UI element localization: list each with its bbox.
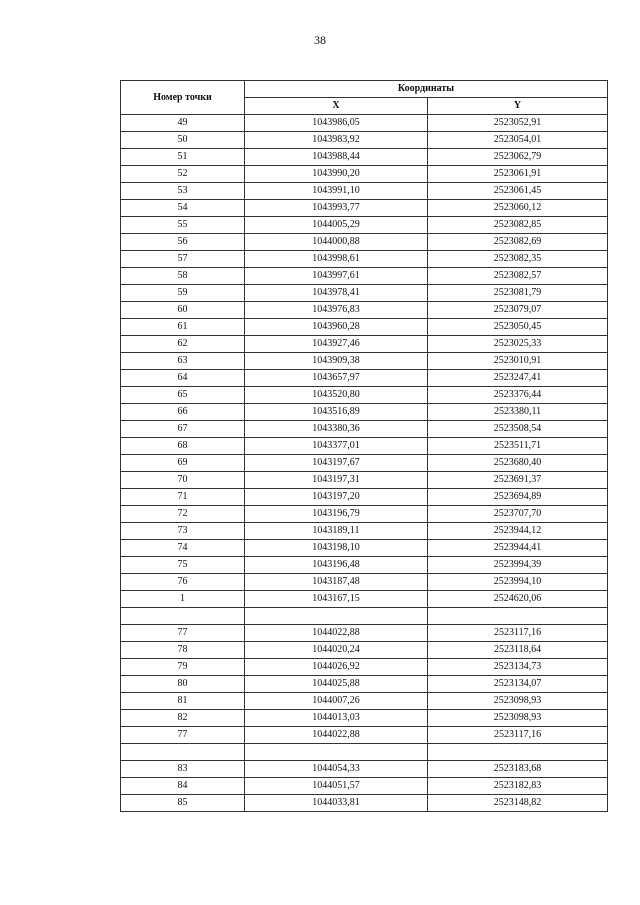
y-coordinate-cell: 2523183,68 <box>428 761 608 778</box>
point-number-cell: 82 <box>121 710 245 727</box>
x-coordinate-cell: 1043988,44 <box>245 149 428 166</box>
y-coordinate-cell: 2523098,93 <box>428 693 608 710</box>
x-coordinate-cell: 1044005,29 <box>245 217 428 234</box>
point-number-cell: 64 <box>121 370 245 387</box>
y-coordinate-cell: 2523050,45 <box>428 319 608 336</box>
point-number-cell: 53 <box>121 183 245 200</box>
x-coordinate-cell: 1043197,67 <box>245 455 428 472</box>
point-number-cell: 77 <box>121 625 245 642</box>
y-coordinate-cell: 2523508,54 <box>428 421 608 438</box>
point-number-cell <box>121 744 245 761</box>
x-coordinate-cell: 1044054,33 <box>245 761 428 778</box>
table-row <box>121 506 608 523</box>
point-number-cell: 65 <box>121 387 245 404</box>
y-coordinate-cell: 2524620,06 <box>428 591 608 608</box>
table-row <box>121 115 608 132</box>
x-coordinate-cell <box>245 744 428 761</box>
point-number-cell: 52 <box>121 166 245 183</box>
table-row <box>121 217 608 234</box>
table-row <box>121 251 608 268</box>
y-coordinate-cell: 2523680,40 <box>428 455 608 472</box>
point-number-cell: 56 <box>121 234 245 251</box>
point-number-cell: 63 <box>121 353 245 370</box>
table-row <box>121 353 608 370</box>
y-coordinate-cell: 2523380,11 <box>428 404 608 421</box>
table-row <box>121 574 608 591</box>
y-coordinate-cell: 2523376,44 <box>428 387 608 404</box>
x-coordinate-cell: 1043197,20 <box>245 489 428 506</box>
table-row <box>121 132 608 149</box>
table-row <box>121 370 608 387</box>
x-coordinate-cell <box>245 608 428 625</box>
y-coordinate-cell: 2523944,41 <box>428 540 608 557</box>
point-number-cell: 50 <box>121 132 245 149</box>
point-number-cell: 81 <box>121 693 245 710</box>
x-coordinate-cell: 1043516,89 <box>245 404 428 421</box>
point-number-cell: 69 <box>121 455 245 472</box>
table-row <box>121 421 608 438</box>
table-row <box>121 608 608 625</box>
x-coordinate-cell: 1043198,10 <box>245 540 428 557</box>
point-number-cell: 60 <box>121 302 245 319</box>
table-row <box>121 710 608 727</box>
table-row <box>121 183 608 200</box>
y-coordinate-cell: 2523025,33 <box>428 336 608 353</box>
x-coordinate-cell: 1043976,83 <box>245 302 428 319</box>
y-coordinate-cell: 2523511,71 <box>428 438 608 455</box>
point-number-cell: 66 <box>121 404 245 421</box>
table-row <box>121 285 608 302</box>
coordinates-table <box>120 80 608 812</box>
point-number-cell: 70 <box>121 472 245 489</box>
table-row <box>121 234 608 251</box>
x-coordinate-cell: 1043927,46 <box>245 336 428 353</box>
y-coordinate-cell: 2523060,12 <box>428 200 608 217</box>
table-row <box>121 676 608 693</box>
y-coordinate-cell: 2523079,07 <box>428 302 608 319</box>
x-coordinate-cell: 1043187,48 <box>245 574 428 591</box>
header-coordinates: Координаты <box>245 81 608 98</box>
table-row <box>121 557 608 574</box>
table-row <box>121 727 608 744</box>
point-number-cell: 72 <box>121 506 245 523</box>
point-number-cell: 55 <box>121 217 245 234</box>
table-row <box>121 625 608 642</box>
table-row <box>121 591 608 608</box>
y-coordinate-cell: 2523054,01 <box>428 132 608 149</box>
y-coordinate-cell: 2523052,91 <box>428 115 608 132</box>
point-number-cell: 83 <box>121 761 245 778</box>
point-number-cell: 67 <box>121 421 245 438</box>
y-coordinate-cell: 2523694,89 <box>428 489 608 506</box>
table-row <box>121 404 608 421</box>
x-coordinate-cell: 1043196,48 <box>245 557 428 574</box>
page-number: 38 <box>314 33 326 47</box>
table-row <box>121 302 608 319</box>
y-coordinate-cell: 2523062,79 <box>428 149 608 166</box>
point-number-cell: 62 <box>121 336 245 353</box>
x-coordinate-cell: 1044013,03 <box>245 710 428 727</box>
y-coordinate-cell <box>428 744 608 761</box>
y-coordinate-cell: 2523247,41 <box>428 370 608 387</box>
point-number-cell: 85 <box>121 795 245 812</box>
table-row <box>121 472 608 489</box>
point-number-cell: 61 <box>121 319 245 336</box>
table-row <box>121 166 608 183</box>
table-row <box>121 523 608 540</box>
x-coordinate-cell: 1043380,36 <box>245 421 428 438</box>
point-number-cell: 76 <box>121 574 245 591</box>
point-number-cell <box>121 608 245 625</box>
x-coordinate-cell: 1044033,81 <box>245 795 428 812</box>
x-coordinate-cell: 1043997,61 <box>245 268 428 285</box>
x-coordinate-cell: 1043991,10 <box>245 183 428 200</box>
y-coordinate-cell: 2523082,57 <box>428 268 608 285</box>
point-number-cell: 59 <box>121 285 245 302</box>
y-coordinate-cell: 2523994,39 <box>428 557 608 574</box>
y-coordinate-cell <box>428 608 608 625</box>
x-coordinate-cell: 1044026,92 <box>245 659 428 676</box>
table-row <box>121 540 608 557</box>
header-point-number: Номер точки <box>121 81 245 115</box>
y-coordinate-cell: 2523082,85 <box>428 217 608 234</box>
table-row <box>121 200 608 217</box>
y-coordinate-cell: 2523098,93 <box>428 710 608 727</box>
table-row <box>121 268 608 285</box>
x-coordinate-cell: 1044022,88 <box>245 727 428 744</box>
point-number-cell: 77 <box>121 727 245 744</box>
y-coordinate-cell: 2523148,82 <box>428 795 608 812</box>
y-coordinate-cell: 2523082,35 <box>428 251 608 268</box>
y-coordinate-cell: 2523118,64 <box>428 642 608 659</box>
x-coordinate-cell: 1043983,92 <box>245 132 428 149</box>
x-coordinate-cell: 1043993,77 <box>245 200 428 217</box>
x-coordinate-cell: 1043998,61 <box>245 251 428 268</box>
y-coordinate-cell: 2523117,16 <box>428 727 608 744</box>
point-number-cell: 58 <box>121 268 245 285</box>
x-coordinate-cell: 1043377,01 <box>245 438 428 455</box>
table-row <box>121 336 608 353</box>
point-number-cell: 73 <box>121 523 245 540</box>
table-row <box>121 455 608 472</box>
y-coordinate-cell: 2523081,79 <box>428 285 608 302</box>
point-number-cell: 1 <box>121 591 245 608</box>
y-coordinate-cell: 2523707,70 <box>428 506 608 523</box>
point-number-cell: 80 <box>121 676 245 693</box>
point-number-cell: 74 <box>121 540 245 557</box>
x-coordinate-cell: 1043520,80 <box>245 387 428 404</box>
x-coordinate-cell: 1043990,20 <box>245 166 428 183</box>
point-number-cell: 78 <box>121 642 245 659</box>
x-coordinate-cell: 1043657,97 <box>245 370 428 387</box>
x-coordinate-cell: 1043189,11 <box>245 523 428 540</box>
y-coordinate-cell: 2523117,16 <box>428 625 608 642</box>
table-row <box>121 795 608 812</box>
y-coordinate-cell: 2523182,83 <box>428 778 608 795</box>
point-number-cell: 79 <box>121 659 245 676</box>
point-number-cell: 49 <box>121 115 245 132</box>
table-row <box>121 387 608 404</box>
x-coordinate-cell: 1044022,88 <box>245 625 428 642</box>
y-coordinate-cell: 2523061,45 <box>428 183 608 200</box>
x-coordinate-cell: 1043986,05 <box>245 115 428 132</box>
x-coordinate-cell: 1043196,79 <box>245 506 428 523</box>
x-coordinate-cell: 1043167,15 <box>245 591 428 608</box>
table-row <box>121 642 608 659</box>
point-number-cell: 57 <box>121 251 245 268</box>
x-coordinate-cell: 1043197,31 <box>245 472 428 489</box>
y-coordinate-cell: 2523691,37 <box>428 472 608 489</box>
table-row <box>121 659 608 676</box>
x-coordinate-cell: 1043909,38 <box>245 353 428 370</box>
y-coordinate-cell: 2523134,73 <box>428 659 608 676</box>
table-row <box>121 761 608 778</box>
header-x: X <box>245 98 428 115</box>
y-coordinate-cell: 2523134,07 <box>428 676 608 693</box>
table-row <box>121 693 608 710</box>
y-coordinate-cell: 2523010,91 <box>428 353 608 370</box>
point-number-cell: 68 <box>121 438 245 455</box>
point-number-cell: 84 <box>121 778 245 795</box>
header-y: Y <box>428 98 608 115</box>
y-coordinate-cell: 2523061,91 <box>428 166 608 183</box>
table-body <box>121 115 608 812</box>
x-coordinate-cell: 1044000,88 <box>245 234 428 251</box>
x-coordinate-cell: 1044025,88 <box>245 676 428 693</box>
point-number-cell: 51 <box>121 149 245 166</box>
table-row <box>121 149 608 166</box>
x-coordinate-cell: 1043960,28 <box>245 319 428 336</box>
point-number-cell: 71 <box>121 489 245 506</box>
x-coordinate-cell: 1043978,41 <box>245 285 428 302</box>
x-coordinate-cell: 1044051,57 <box>245 778 428 795</box>
table-row <box>121 319 608 336</box>
x-coordinate-cell: 1044007,26 <box>245 693 428 710</box>
point-number-cell: 54 <box>121 200 245 217</box>
table-row <box>121 489 608 506</box>
table-row <box>121 778 608 795</box>
table-row <box>121 744 608 761</box>
table-row <box>121 438 608 455</box>
point-number-cell: 75 <box>121 557 245 574</box>
y-coordinate-cell: 2523994,10 <box>428 574 608 591</box>
x-coordinate-cell: 1044020,24 <box>245 642 428 659</box>
y-coordinate-cell: 2523082,69 <box>428 234 608 251</box>
y-coordinate-cell: 2523944,12 <box>428 523 608 540</box>
